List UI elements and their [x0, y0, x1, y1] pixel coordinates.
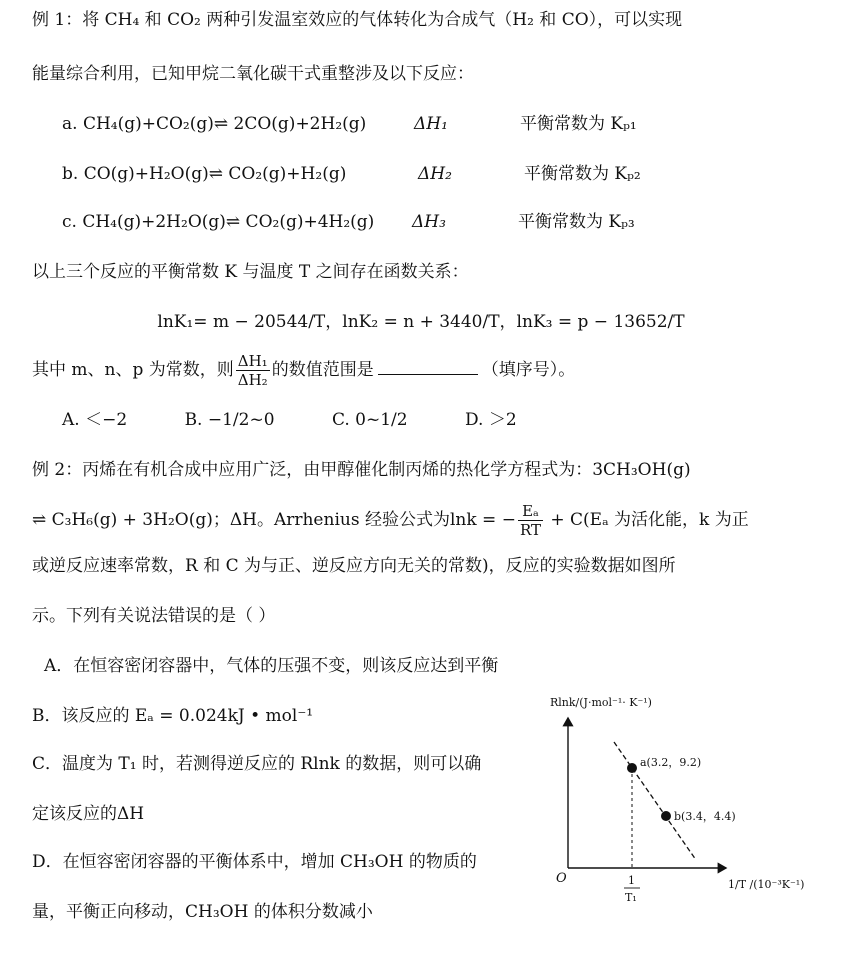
ex1-option-a: A. ＜−2 — [62, 410, 128, 430]
ex2-option-d-line2: 量，平衡正向移动，CH₃OH 的体积分数减小 — [32, 902, 373, 922]
dh-ratio-denominator: ΔH₂ — [237, 371, 268, 389]
answer-blank — [378, 358, 478, 375]
arrhenius-denominator: RT — [519, 521, 541, 539]
graph-x-label: 1/T /(10⁻³K⁻¹) — [728, 878, 805, 891]
ex2-line1: 例 2：丙烯在有机合成中应用广泛，由甲醇催化制丙烯的热化学方程式为：3CH₃OH(g) — [32, 460, 691, 480]
ex2-line2-start: ⇌ C₃H₆(g) + 3H₂O(g)；ΔH。Arrhenius 经验公式为lnk = − — [32, 510, 516, 530]
relation-intro: 以上三个反应的平衡常数 K 与温度 T 之间存在函数关系： — [32, 262, 469, 282]
arrhenius-fraction — [518, 502, 543, 539]
graph-origin: O — [556, 871, 567, 886]
graph-t1-denominator: T₁ — [625, 891, 637, 904]
graph-point-a — [627, 763, 637, 773]
graph-point-a-label: a(3.2，9.2) — [640, 756, 702, 769]
reaction-c-kp: 平衡常数为 Kₚ₃ — [518, 212, 635, 232]
question-fill-note: （填序号）。 — [481, 360, 576, 380]
ex1-option-c: C. 0~1/2 — [331, 410, 408, 430]
dh-ratio-numerator: ΔH₁ — [237, 352, 268, 370]
dh-ratio-fraction — [236, 352, 270, 389]
reaction-a-dh: ΔH₁ — [414, 114, 448, 134]
graph-point-b-label: b(3.4，4.4) — [674, 810, 736, 823]
ex1-intro-line1: 例 1：将 CH₄ 和 CO₂ 两种引发温室效应的气体转化为合成气（H₂ 和 CO），可以实现 — [32, 10, 683, 30]
ex1-option-b: B. −1/2~0 — [184, 410, 275, 430]
reaction-b-kp: 平衡常数为 Kₚ₂ — [524, 164, 641, 184]
ex2-line2 — [32, 500, 749, 540]
question-prefix: 其中 m、n、p 为常数，则 — [32, 360, 234, 380]
graph-t1-numerator: 1 — [628, 874, 635, 887]
ex2-option-a: A．在恒容密闭容器中，气体的压强不变，则该反应达到平衡 — [44, 656, 499, 676]
ex2-option-d-line1: D．在恒容密闭容器的平衡体系中，增加 CH₃OH 的物质的 — [32, 852, 477, 872]
rlnk-vs-inverse-t-graph — [548, 694, 818, 914]
reaction-b-equation: b. CO(g)+H₂O(g)⇌ CO₂(g)+H₂(g) — [62, 164, 347, 184]
ex2-option-c-line1: C．温度为 T₁ 时，若测得逆反应的 Rlnk 的数据，则可以确 — [32, 754, 482, 774]
reaction-c-equation: c. CH₄(g)+2H₂O(g)⇌ CO₂(g)+4H₂(g) — [62, 212, 375, 232]
reaction-a-kp: 平衡常数为 Kₚ₁ — [520, 114, 637, 134]
reaction-c-dh: ΔH₃ — [412, 212, 446, 232]
ex1-options — [62, 408, 569, 432]
graph-y-label: Rlnk/(J·mol⁻¹· K⁻¹) — [550, 696, 652, 709]
arrhenius-numerator: Eₐ — [518, 502, 543, 521]
ex1-option-d: D. ＞2 — [464, 410, 517, 430]
ex2-option-c-line2: 定该反应的ΔH — [32, 804, 145, 824]
ex1-intro-line2: 能量综合利用，已知甲烷二氧化碳干式重整涉及以下反应： — [32, 64, 474, 84]
graph-point-b — [661, 811, 671, 821]
lnk-equation: lnK₁= m − 20544/T，lnK₂ = n + 3440/T，lnK₃ = p − 13652/T — [157, 312, 685, 332]
ex2-line2-end: + C(Eₐ 为活化能，k 为正 — [544, 510, 749, 530]
ex2-option-b: B．该反应的 Eₐ = 0.024kJ • mol⁻¹ — [32, 706, 314, 726]
ex2-line3: 或逆反应速率常数，R 和 C 为与正、逆反应方向无关的常数)，反应的实验数据如图所 — [32, 556, 676, 576]
question-suffix: 的数值范围是 — [271, 360, 374, 380]
ex2-line4: 示。下列有关说法错误的是（ ） — [32, 606, 276, 626]
reaction-a-equation: a. CH₄(g)+CO₂(g)⇌ 2CO(g)+2H₂(g) — [62, 114, 367, 134]
ex1-question — [32, 348, 575, 392]
reaction-b-dh: ΔH₂ — [418, 164, 452, 184]
